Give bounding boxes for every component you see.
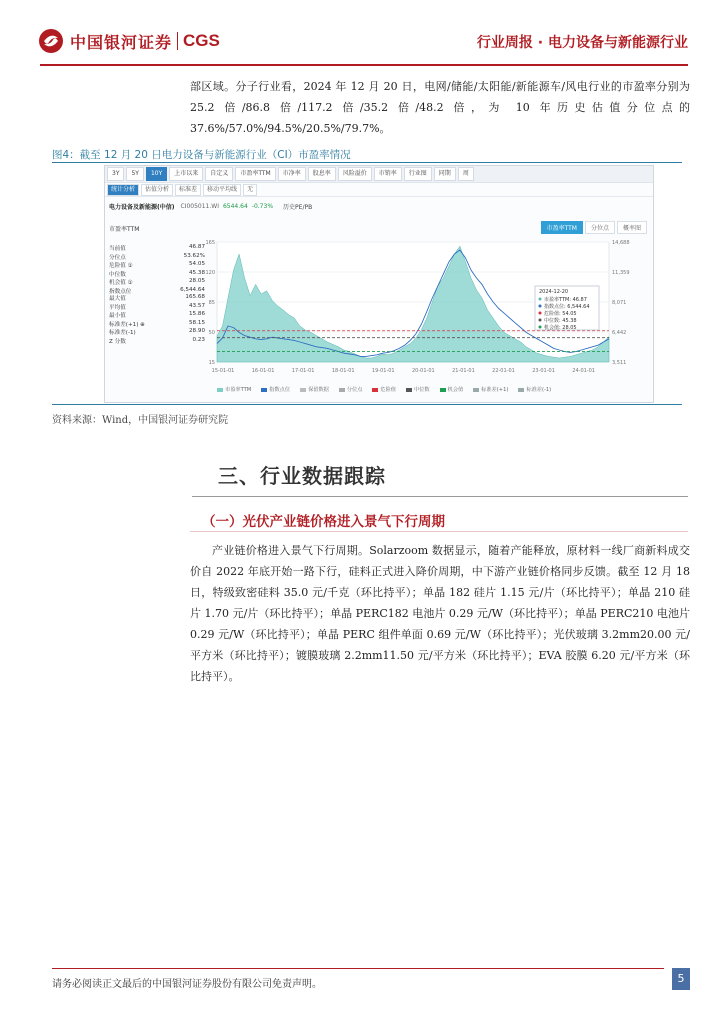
legend-label: 标准差(+1) xyxy=(481,387,509,393)
figure-title: 图4：截至 12 月 20 日电力设备与新能源行业（CI）市盈率情况 xyxy=(52,149,351,161)
chart-legend xyxy=(217,386,561,393)
footer-divider xyxy=(52,968,664,969)
stat-value: 0.23 xyxy=(192,336,205,343)
legend-swatch xyxy=(217,388,223,392)
tooltip-date: 2024-12-20 xyxy=(539,289,569,295)
brand-logo xyxy=(38,26,238,56)
header-divider xyxy=(40,64,688,66)
legend-item xyxy=(300,386,329,393)
stat-label: 分位点 xyxy=(109,254,126,261)
toolbar-button[interactable]: 市盈率TTM xyxy=(235,167,275,181)
terminal-toolbar xyxy=(105,166,653,183)
stat-row xyxy=(109,253,205,261)
x-tick-label: 18-01-01 xyxy=(331,368,355,374)
stat-label: 当前值 xyxy=(109,246,126,252)
tooltip-dot xyxy=(539,319,542,322)
legend-item xyxy=(217,386,251,393)
chart-tab[interactable]: 市盈率TTM xyxy=(541,221,583,234)
index-name: 电力设备及新能源(中信) xyxy=(109,203,175,211)
tooltip-dot xyxy=(539,326,542,329)
y-tick-label: 165 xyxy=(205,240,215,246)
subsection-heading: （一）光伏产业链价格进入景气下行周期 xyxy=(202,514,445,530)
subtoolbar-button[interactable]: 移动平均线 xyxy=(203,184,241,196)
x-tick-label: 20-01-01 xyxy=(412,368,435,374)
legend-label: 分位点 xyxy=(346,387,363,393)
y2-tick-label: 11,359 xyxy=(612,270,630,276)
stat-value: 28.05 xyxy=(188,278,205,284)
stat-label: 中位数 xyxy=(109,271,126,278)
stat-row xyxy=(109,261,205,269)
logo-divider xyxy=(177,32,178,50)
toolbar-button[interactable]: 行业图 xyxy=(404,167,432,181)
y-tick-label: 120 xyxy=(205,270,215,276)
legend-swatch xyxy=(372,388,378,392)
figure-bottom-rule xyxy=(52,404,682,405)
tooltip-dot xyxy=(539,305,542,308)
ttm-label: 市盈率TTM xyxy=(109,226,140,233)
legend-swatch xyxy=(300,388,306,392)
subtoolbar-button[interactable]: 统计分析 xyxy=(107,184,139,196)
stat-value: 165.68 xyxy=(185,294,205,300)
footer-disclaimer: 请务必阅读正文最后的中国银河证券股份有限公司免责声明。 xyxy=(52,979,322,990)
y2-tick-label: 14,688 xyxy=(612,240,630,246)
index-change: -0.73% xyxy=(251,202,274,210)
stat-value: 43.57 xyxy=(188,302,205,309)
x-tick-label: 24-01-01 xyxy=(572,368,595,374)
x-tick-label: 19-01-01 xyxy=(371,368,395,374)
chart-tab[interactable]: 分位点 xyxy=(585,221,615,234)
x-tick-label: 22-01-01 xyxy=(492,368,515,374)
section-divider xyxy=(192,496,688,497)
cgs-logo-icon xyxy=(38,28,64,54)
y-tick-label: 50 xyxy=(208,330,215,336)
stat-row xyxy=(109,328,205,336)
stat-value: 53.62% xyxy=(183,252,205,259)
legend-label: 中位数 xyxy=(413,387,430,393)
tooltip-row: 市盈率TTM: 46.87 xyxy=(544,297,587,303)
stat-label: 平均值 xyxy=(109,304,126,311)
x-tick-label: 17-01-01 xyxy=(291,368,315,374)
view-label: 历史PE/PB xyxy=(283,203,313,211)
legend-label: 市盈率TTM xyxy=(225,387,252,393)
toolbar-button[interactable]: 上市以来 xyxy=(169,167,203,181)
stat-label: 标准差(-1) xyxy=(109,330,136,336)
tooltip-row: 中位数: 45.38 xyxy=(544,318,577,324)
tooltip-row: 指数点位: 6,544.64 xyxy=(544,304,590,310)
tooltip-dot xyxy=(539,298,542,301)
y-tick-label: 15 xyxy=(208,360,215,366)
stat-label: Z 分数 xyxy=(109,338,126,345)
x-tick-label: 15-01-01 xyxy=(211,368,235,374)
stat-label: 指数点位 xyxy=(109,288,132,295)
figure-top-rule xyxy=(52,162,682,163)
x-tick-label: 16-01-01 xyxy=(251,368,275,374)
stat-label: 危险值 ① xyxy=(109,263,133,269)
y-tick-label: 85 xyxy=(208,300,215,306)
legend-item xyxy=(261,386,290,393)
stat-value: 46.87 xyxy=(188,244,205,250)
paragraph-pv-prices: 产业链价格进入景气下行周期。Solarzoom 数据显示，随着产能释放，原材料一线厂商新料成交价自 2022 年底开始一路下行，硅料正式进入降价周期，中下游产业链价格同步反馈。截至 12 月 18 日，特级致密硅料 35.0 元/千克（环比持平）；单晶 182 硅片 1.15 元/片（环比持平）；单晶 210 硅片 1.70 元/片（环比持平）；单晶 PERC182 电池片 0.29 元/W（环比持平）；单晶 PERC210 电池片 0.29 元/W（环比持平）；单晶 PERC 组件单面 0.69 元/W（环比持平）；光伏玻璃 3.2mm20.00 元/平方米（环比持平）；镀膜玻璃 2.2mm11.50 元/平方米（环比持平）；EVA 胶膜 6.20 元/平方米（环比持平）。 xyxy=(190,544,690,683)
x-tick-label: 21-01-01 xyxy=(452,368,475,374)
section-heading: 三、行业数据跟踪 xyxy=(218,464,386,488)
stat-label: 最大值 xyxy=(109,296,126,302)
stat-value: 54.05 xyxy=(188,261,205,267)
legend-label: 保留数据 xyxy=(308,387,329,393)
legend-item xyxy=(339,386,363,393)
legend-swatch xyxy=(339,388,345,392)
legend-swatch xyxy=(473,388,479,392)
toolbar-button[interactable]: 同期 xyxy=(434,167,456,181)
legend-item xyxy=(473,386,508,393)
stat-row xyxy=(109,337,205,345)
legend-swatch xyxy=(406,388,412,392)
x-tick-label: 23-01-01 xyxy=(532,368,555,374)
wind-terminal-screenshot xyxy=(104,165,654,403)
toolbar-button[interactable]: 3Y xyxy=(107,167,124,181)
pe-chart xyxy=(205,236,645,376)
legend-label: 指数点位 xyxy=(269,387,291,393)
stat-row xyxy=(109,278,205,286)
chart-tabs xyxy=(539,221,647,234)
stat-label: 机会值 ① xyxy=(109,280,133,286)
legend-label: 机会值 xyxy=(447,387,464,393)
y2-tick-label: 8,071 xyxy=(612,300,627,306)
stat-row xyxy=(109,294,205,302)
stat-row xyxy=(109,311,205,319)
legend-label: 标准差(-1) xyxy=(526,387,552,393)
toolbar-button[interactable]: 自定义 xyxy=(205,167,233,181)
legend-swatch xyxy=(440,388,446,392)
tooltip-dot xyxy=(539,312,542,315)
stat-label: 标准差(+1) ⊕ xyxy=(109,321,145,328)
paragraph-valuation: 部区域。分子行业看，2024 年 12 月 20 日，电网/储能/太阳能/新能源车/风电行业的市盈率分别为 25.2 倍/86.8 倍/117.2 倍/35.2 倍/48.2 倍，为 10 年历史估值分位点的 37.6%/57.0%/94.5%/20.5%/79.7%。 xyxy=(190,80,690,135)
subsection-rule xyxy=(190,531,688,532)
legend-item xyxy=(372,386,396,393)
logo-text-en: CGS xyxy=(183,31,220,50)
legend-swatch xyxy=(261,388,267,392)
toolbar-button[interactable]: 市净率 xyxy=(278,167,306,181)
stat-row xyxy=(109,244,205,252)
stat-value: 58.15 xyxy=(188,319,205,326)
y2-tick-label: 6,442 xyxy=(612,330,627,336)
stat-row xyxy=(109,270,205,278)
stat-label: 最小值 xyxy=(109,313,126,319)
subtoolbar-button[interactable]: 标准差 xyxy=(175,184,201,196)
toolbar-button[interactable]: 周 xyxy=(458,167,474,181)
page-number: 5 xyxy=(672,968,690,990)
stat-value: 45.38 xyxy=(188,269,205,276)
toolbar-button[interactable]: 股息率 xyxy=(308,167,336,181)
tooltip-row: 危险值: 54.05 xyxy=(544,311,577,317)
stat-value: 15.86 xyxy=(188,311,205,317)
chart-tab[interactable]: 概率图 xyxy=(617,221,647,234)
report-title: 行业周报 · 电力设备与新能源行业 xyxy=(476,35,688,51)
index-code: CI005011.WI xyxy=(180,202,219,210)
legend-label: 危险值 xyxy=(380,387,396,393)
stat-row xyxy=(109,320,205,328)
toolbar-button[interactable]: 市销率 xyxy=(374,167,402,181)
stat-row xyxy=(109,303,205,311)
subtoolbar-button[interactable]: 估值分析 xyxy=(141,184,173,196)
legend-item xyxy=(406,386,430,393)
toolbar-button[interactable]: 10Y xyxy=(146,167,167,181)
legend-item xyxy=(440,386,464,393)
terminal-subtoolbar xyxy=(105,183,653,197)
toolbar-button[interactable]: 5Y xyxy=(126,167,143,181)
logo-text-cn: 中国银河证券 xyxy=(70,32,173,52)
y2-tick-label: 3,511 xyxy=(612,360,627,366)
legend-item xyxy=(518,386,551,393)
toolbar-button[interactable]: 风险溢价 xyxy=(338,167,372,181)
legend-swatch xyxy=(518,388,524,392)
tooltip-row: 机会值: 28.05 xyxy=(544,325,577,331)
index-info-bar xyxy=(105,200,653,212)
index-price: 6544.64 xyxy=(222,202,248,210)
subtoolbar-button[interactable]: 无 xyxy=(243,184,257,196)
figure-source: 资料来源：Wind，中国银河证券研究院 xyxy=(52,415,229,426)
stat-value: 6,544.64 xyxy=(180,286,205,293)
stat-value: 28.90 xyxy=(188,328,205,334)
